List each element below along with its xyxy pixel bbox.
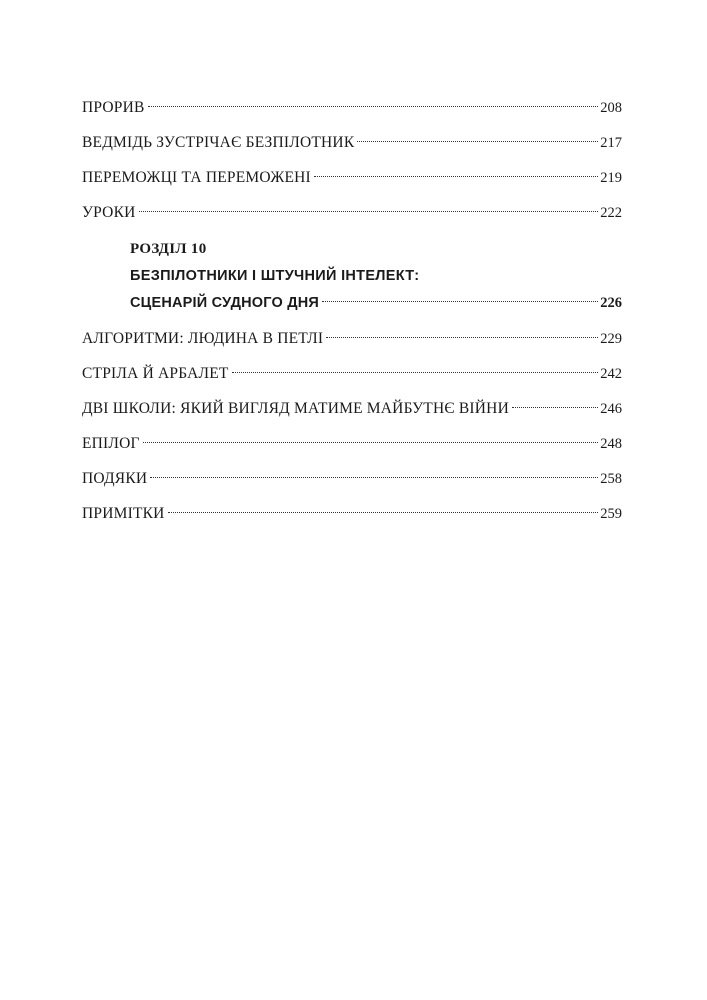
chapter-title-line-2: СЦЕНАРІЙ СУДНОГО ДНЯ bbox=[130, 295, 320, 311]
toc-entry-page: 259 bbox=[600, 506, 622, 522]
chapter-title-entry bbox=[130, 290, 622, 317]
dot-leader bbox=[150, 477, 598, 478]
toc-entry-page: 246 bbox=[600, 401, 622, 417]
toc-entry-title: УРОКИ bbox=[82, 204, 136, 221]
toc-entry-page: 217 bbox=[600, 135, 622, 151]
toc-entry-page: 219 bbox=[600, 170, 622, 186]
dot-leader bbox=[326, 337, 598, 338]
toc-entry[interactable] bbox=[82, 195, 622, 230]
dot-leader bbox=[357, 141, 598, 142]
chapter-heading[interactable] bbox=[82, 236, 622, 317]
dot-leader bbox=[139, 211, 599, 212]
dot-leader bbox=[143, 442, 599, 443]
toc-entry-title: ДВІ ШКОЛИ: ЯКИЙ ВИГЛЯД МАТИМЕ МАЙБУТНЄ ВІЙНИ bbox=[82, 400, 509, 417]
toc-entry-title: АЛГОРИТМИ: ЛЮДИНА В ПЕТЛІ bbox=[82, 330, 324, 347]
toc-entry[interactable] bbox=[82, 356, 622, 391]
toc-entry[interactable] bbox=[82, 90, 622, 125]
toc-entry-page: 242 bbox=[600, 366, 622, 382]
toc-entry-title: ЕПІЛОГ bbox=[82, 435, 140, 452]
toc-entry[interactable] bbox=[82, 426, 622, 461]
toc-entry[interactable] bbox=[82, 321, 622, 356]
toc-entry[interactable] bbox=[82, 496, 622, 531]
toc-entry-title: ПРОРИВ bbox=[82, 99, 145, 116]
dot-leader bbox=[232, 372, 599, 373]
chapter-title-line-1: БЕЗПІЛОТНИКИ І ШТУЧНИЙ ІНТЕЛЕКТ: bbox=[130, 268, 420, 284]
chapter-label: РОЗДІЛ 10 bbox=[130, 241, 207, 257]
toc-entry-title: ПРИМІТКИ bbox=[82, 505, 165, 522]
toc-entry[interactable] bbox=[82, 160, 622, 195]
toc-entry-page: 222 bbox=[600, 205, 622, 221]
dot-leader bbox=[168, 512, 599, 513]
dot-leader bbox=[512, 407, 598, 408]
toc-entry-page: 248 bbox=[600, 436, 622, 452]
toc-entry[interactable] bbox=[82, 125, 622, 160]
toc-entry[interactable] bbox=[82, 391, 622, 426]
dot-leader bbox=[148, 106, 599, 107]
toc-entry-title: СТРІЛА Й АРБАЛЕТ bbox=[82, 365, 229, 382]
toc-entry-title: ПЕРЕМОЖЦІ ТА ПЕРЕМОЖЕНІ bbox=[82, 169, 311, 186]
toc-entry-page: 229 bbox=[600, 331, 622, 347]
dot-leader bbox=[314, 176, 598, 177]
toc-entry-title: ВЕДМІДЬ ЗУСТРІЧАЄ БЕЗПІЛОТНИК bbox=[82, 134, 355, 151]
chapter-page: 226 bbox=[600, 295, 622, 311]
toc-entry[interactable] bbox=[82, 461, 622, 496]
table-of-contents bbox=[82, 90, 622, 531]
dot-leader bbox=[322, 301, 598, 302]
toc-entry-page: 258 bbox=[600, 471, 622, 487]
toc-entry-page: 208 bbox=[600, 100, 622, 116]
toc-entry-title: ПОДЯКИ bbox=[82, 470, 148, 487]
